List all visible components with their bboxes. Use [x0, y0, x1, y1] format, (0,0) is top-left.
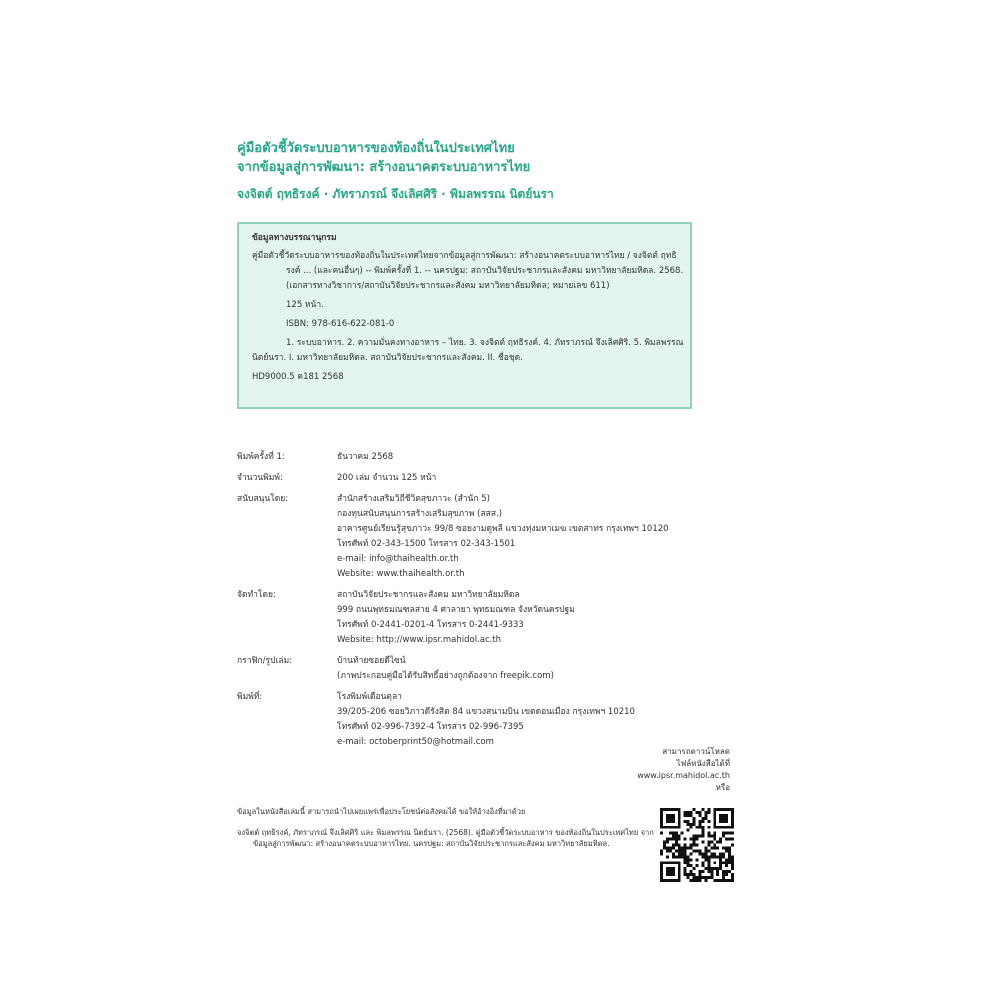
- graphic-label: กราฟิก/รูปเล่ม:: [237, 656, 293, 666]
- sponsor-website: Website: www.thaihealth.or.th: [337, 569, 465, 579]
- download-url: www.ipsr.mahidol.ac.th: [637, 771, 730, 780]
- edition-row: [237, 450, 717, 465]
- producer-line: 999 ถนนพุทธมณฑลสาย 4 ศาลายา พุทธมณฑล จังหวัดนครปฐม: [337, 605, 575, 615]
- producer-row: [237, 588, 717, 648]
- usage-notes: [237, 806, 657, 849]
- printer-line: 39/205-206 ซอยวิภาวดีรังสิต 84 แขวงสนามบิน เขตดอนเมือง กรุงเทพฯ 10210: [337, 707, 635, 717]
- cataloging-in-publication-box: [237, 222, 692, 409]
- publication-info: [237, 450, 717, 756]
- sponsor-label: สนับสนุนโดย:: [237, 494, 289, 504]
- cip-call-number: HD9000.5 ค181 2568: [252, 372, 344, 382]
- sponsor-row: [237, 492, 717, 582]
- producer-line: โทรศัพท์ 0-2441-0201-4 โทรสาร 0-2441-9333: [337, 620, 524, 630]
- copies-label: จำนวนพิมพ์:: [237, 473, 283, 483]
- cip-subjects: 1. ระบบอาหาร. 2. ความมั่นคงทางอาหาร – ไทย. 3. จงจิตต์ ฤทธิรงค์. 4. ภัทราภรณ์ จึงเลิศศิริ. 5. พิมลพรรณ นิตย์นรา. I. มหาวิทยาลัยมหิดล. สถาบันวิจัยประชากรและสังคม. II. ชื่อชุด.: [252, 338, 684, 363]
- download-or: หรือ: [715, 783, 730, 792]
- cip-description: คู่มือตัวชี้วัดระบบอาหารของท้องถิ่นในประเทศไทยจากข้อมูลสู่การพัฒนา: สร้างอนาคตระบบอาหารไทย / จงจิตต์ ฤทธิรงค์ ... (และคนอื่นๆ) -- พิมพ์ครั้งที่ 1. -- นครปฐม: สถาบันวิจัยประชากรและสังคม มหาวิทยาลัยมหิดล. 2568. (เอกสารทางวิชาการ/สถาบันวิจัยประชากรและสังคม มหาวิทยาลัยมหิดล; หมายเลข 611): [252, 251, 684, 291]
- sponsor-line: กองทุนสนับสนุนการสร้างเสริมสุขภาพ (สสส.): [337, 509, 503, 519]
- copies-row: [237, 471, 717, 486]
- graphic-row: [237, 654, 717, 684]
- printer-email: e-mail: octoberprint50@hotmail.com: [337, 737, 494, 747]
- sponsor-line: สำนักสร้างเสริมวิถีชีวิตสุขภาวะ (สำนัก 5): [337, 494, 490, 504]
- cip-isbn: ISBN: 978-616-622-081-0: [286, 319, 395, 329]
- cip-pages: 125 หน้า.: [286, 300, 324, 310]
- book-authors: จงจิตต์ ฤทธิรงค์ · ภัทราภรณ์ จึงเลิศศิริ · พิมลพรรณ นิตย์นรา: [237, 187, 554, 201]
- book-title-line-1: คู่มือตัวชี้วัดระบบอาหารของท้องถิ่นในประเทศไทย: [237, 141, 515, 156]
- download-info: [620, 746, 730, 794]
- printer-row: [237, 690, 717, 750]
- copies-value: 200 เล่ม จำนวน 125 หน้า: [337, 473, 437, 483]
- qr-code: [660, 808, 734, 882]
- printer-label: พิมพ์ที่:: [237, 692, 263, 702]
- download-text-2: ไฟล์หนังสือได้ที่: [676, 759, 730, 768]
- usage-statement: ข้อมูลในหนังสือเล่มนี้ สามารถนำไปเผยแพร่เพื่อประโยชน์ต่อสังคมได้ ขอให้อ้างอิงที่มาด้วย: [237, 807, 526, 816]
- sponsor-line: โทรศัพท์ 02-343-1500 โทรสาร 02-343-1501: [337, 539, 516, 549]
- graphic-line: (ภาพประกอบคู่มือได้รับสิทธิ์อย่างถูกต้องจาก freepik.com): [337, 671, 554, 681]
- title-block: [237, 139, 757, 203]
- producer-website: Website: http://www.ipsr.mahidol.ac.th: [337, 635, 502, 645]
- sponsor-line: อาคารศูนย์เรียนรู้สุขภาวะ 99/8 ซอยงามดูพลี แขวงทุ่งมหาเมฆ เขตสาทร กรุงเทพฯ 10120: [337, 524, 669, 534]
- download-text-1: สามารถดาวน์โหลด: [662, 747, 730, 756]
- cip-heading: ข้อมูลทางบรรณานุกรม: [252, 233, 337, 243]
- producer-line: สถาบันวิจัยประชากรและสังคม มหาวิทยาลัยมหิดล: [337, 590, 520, 600]
- book-title-line-2: จากข้อมูลสู่การพัฒนา: สร้างอนาคตระบบอาหารไทย: [237, 160, 531, 175]
- edition-label: พิมพ์ครั้งที่ 1:: [237, 452, 285, 462]
- producer-label: จัดทำโดย:: [237, 590, 276, 600]
- citation-text: จงจิตต์ ฤทธิรงค์, ภัทราภรณ์ จึงเลิศศิริ และ พิมลพรรณ นิตย์นรา. (2568). คู่มือตัวชี้วัดระบบอาหาร ของท้องถิ่นในประเทศไทย จากข้อมูลสู่การพัฒนา: สร้างอนาคตระบบอาหารไทย. นครปฐม: สถาบันวิจัยประชากรและสังคม มหาวิทยาลัยมหิดล.: [237, 828, 654, 848]
- printer-line: โรงพิมพ์เดือนตุลา: [337, 692, 402, 702]
- edition-value: ธันวาคม 2568: [337, 452, 394, 462]
- printer-line: โทรศัพท์ 02-996-7392-4 โทรสาร 02-996-7395: [337, 722, 524, 732]
- sponsor-email: e-mail: info@thaihealth.or.th: [337, 554, 459, 564]
- graphic-line: บ้านท้ายซอยดีไซน์: [337, 656, 406, 666]
